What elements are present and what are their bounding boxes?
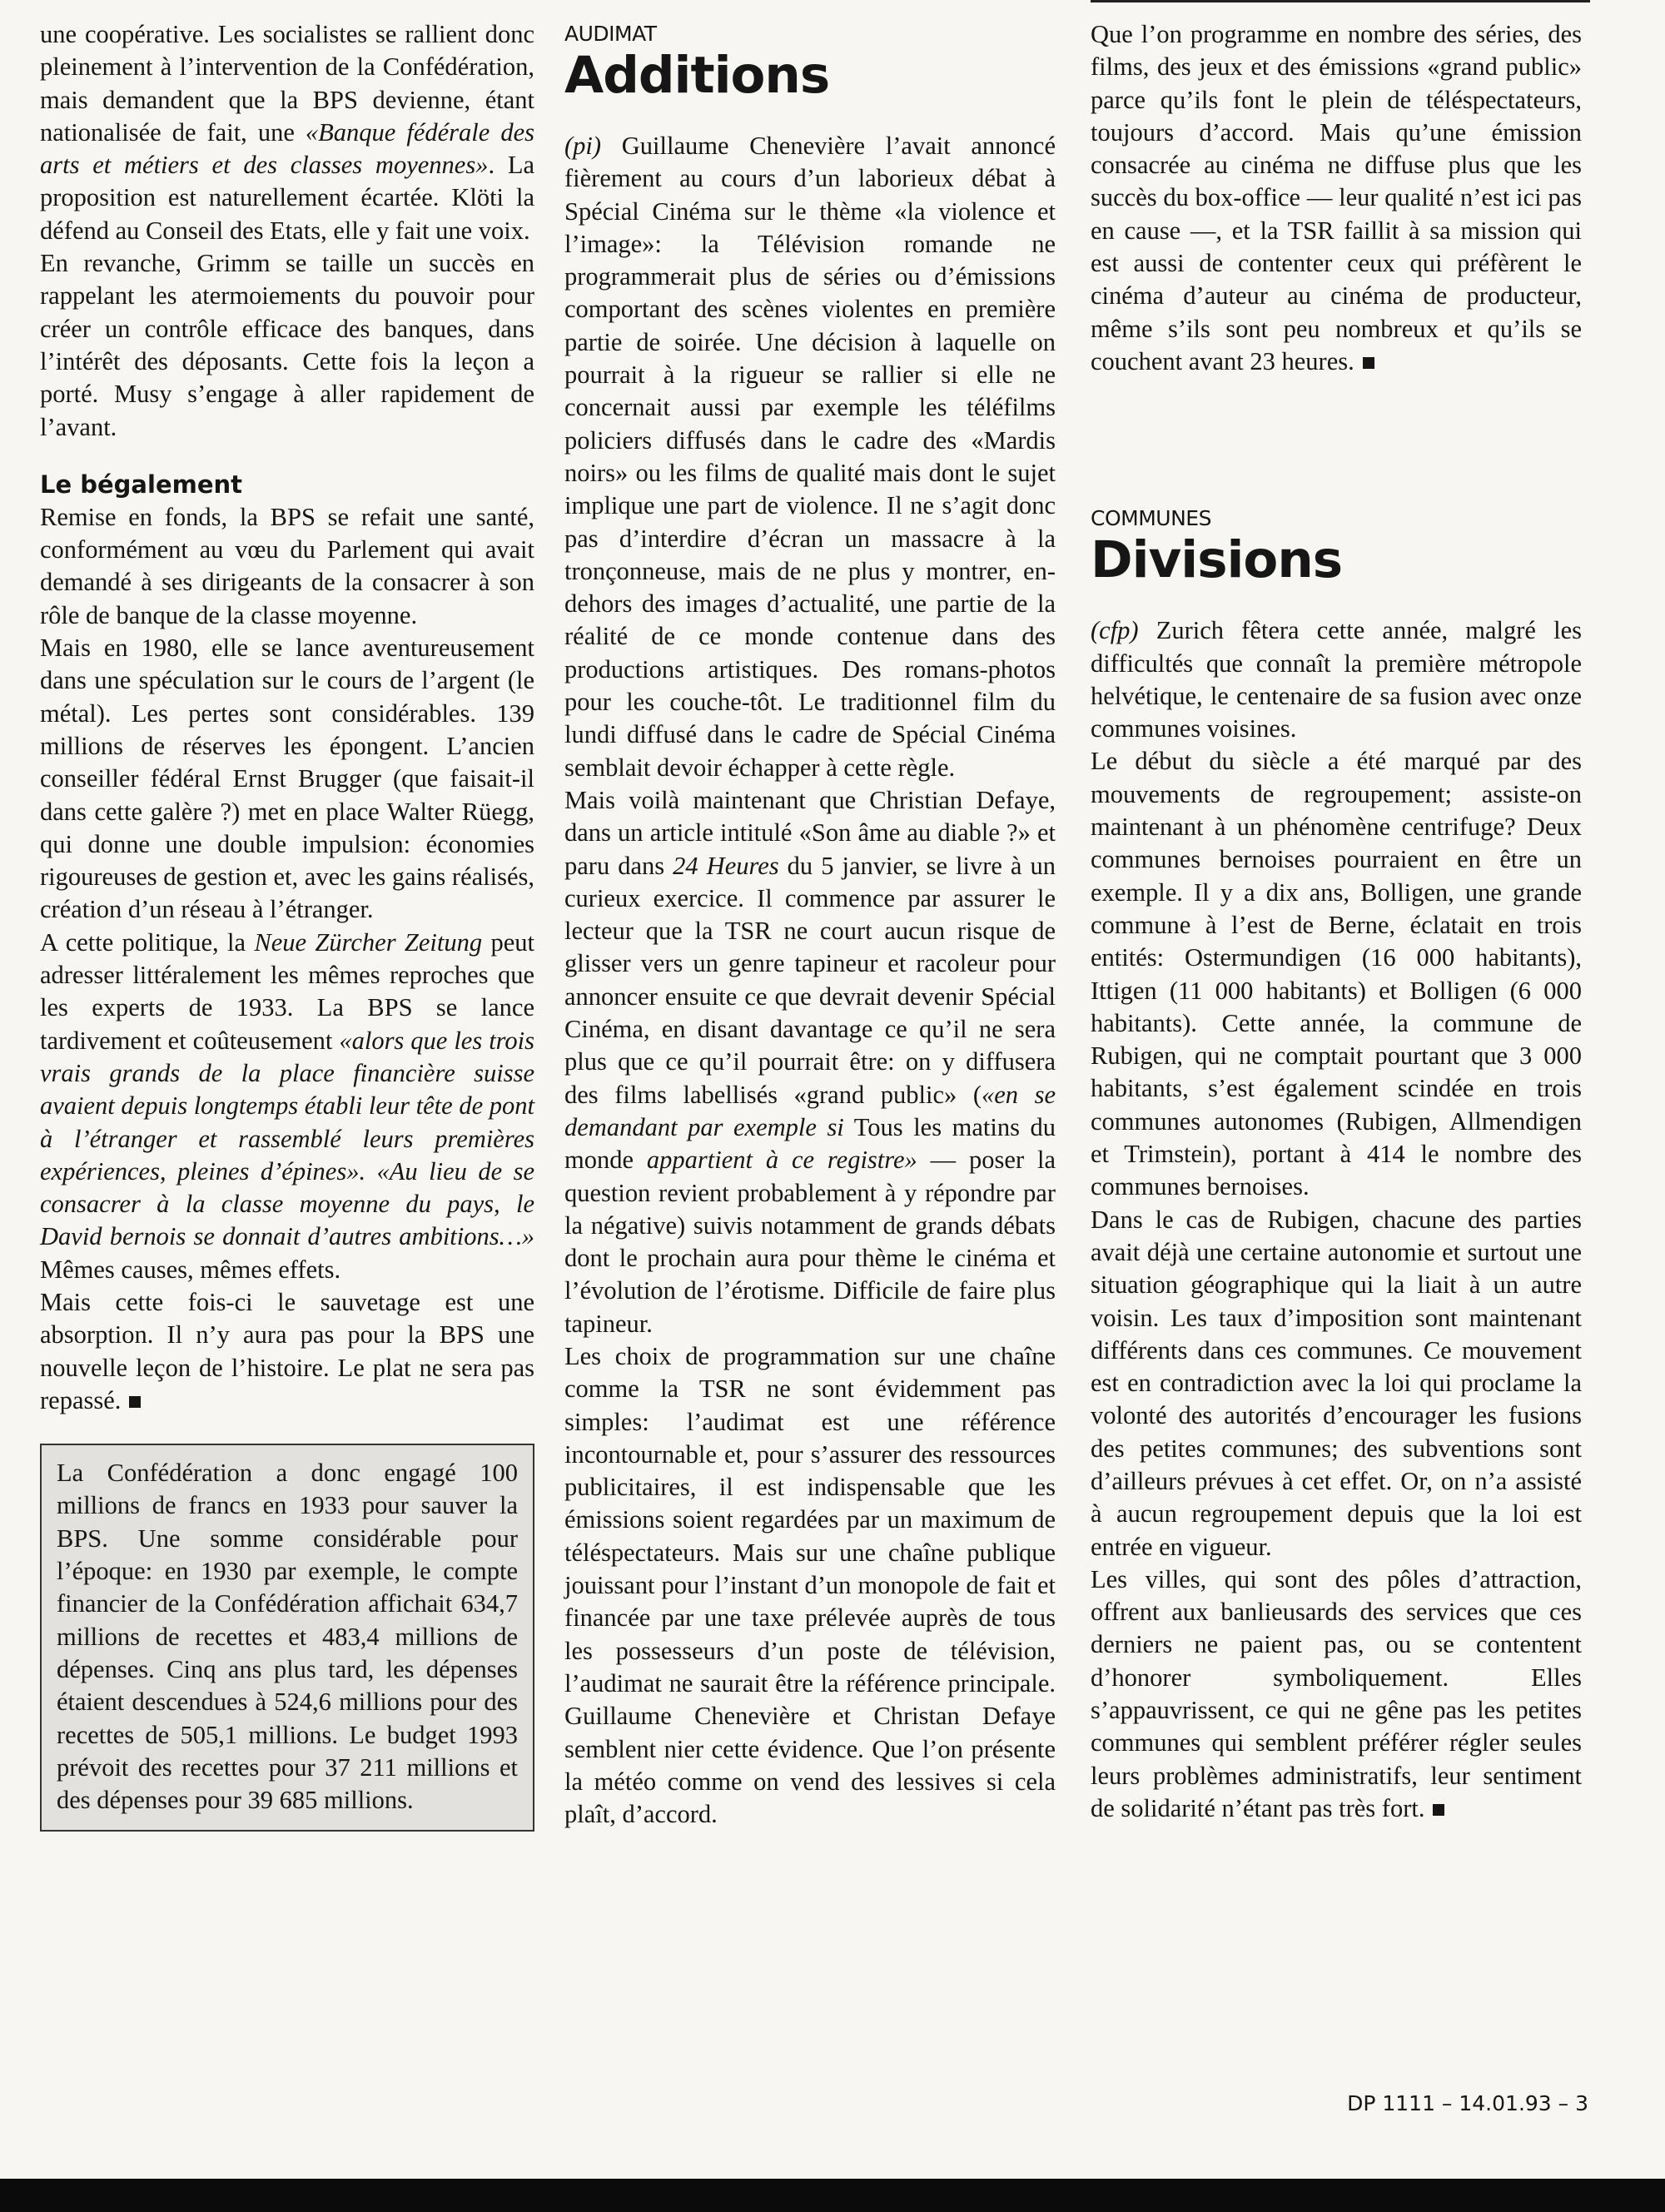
paragraph: Mais cette fois-ci le sauvetage est une absorption. Il n’y aura pas pour la BPS une nouvelle leçon de l’histoire. Le plat ne sera pas repassé. (40, 1287, 534, 1414)
paragraph: A cette politique, la Neue Zürcher Zeitung peut adresser littéralement les mêmes reproches que les experts de 1933. La BPS se lance tardivement et coûteusement «alors que les trois vrais grands de la place financière suisse avaient depuis longtemps établi leur tête de pont à l’étranger et rassemblé leurs premières expériences, pleines d’épines». «Au lieu de se consacrer à la classe moyenne du pays, le David bernois se donnait d’autres ambitions…» Mêmes causes, mêmes effets. (40, 927, 535, 1284)
quote: «Banque fédérale des arts et métiers et des classes moyennes» (40, 117, 534, 180)
paragraph: Les choix de programmation sur une chaîne comme la TSR ne sont évidemment pas simples: l’audimat est une référence incontournable et, pour s’assurer des ressources publicitaires, il est indispensable que les émissions soient regardées par un maximum de téléspectateurs. Mais sur une chaîne publique jouissant pour l’instant d’un monopole de fait et financée par une taxe prélevée auprès de tous les possesseurs d’un poste de télévision, l’audimat ne saurait être la référence principale. Guillaume Chenevière et Christan Defaye semblent nier cette évidence. Que l’on présente la météo comme on vend des lessives si cela plaît, d’accord. (564, 1341, 1056, 1829)
paragraph: En revanche, Grimm se taille un succès en rappelant les atermoiements du pouvoir pour créer un contrôle efficace des banques, dans l’intérêt des déposants. Cette fois la leçon a porté. Musy s’engage à aller rapidement de l’avant. (40, 249, 534, 441)
quote: appartient à ce registre» (646, 1146, 917, 1175)
spacer (1091, 378, 1582, 503)
end-of-article-mark (1433, 1804, 1444, 1816)
article-headline: Additions (564, 46, 830, 105)
paragraph: Remise en fonds, la BPS se refait une santé, conformément au vœu du Parlement qui avait demandé à ses dirigeants de la consacrer à son rôle de banque de la classe moyenne. (40, 502, 534, 629)
author-byline: (pi) (564, 132, 602, 160)
paragraph: Mais en 1980, elle se lance aventureusement dans une spéculation sur le cours de l’argent (le métal). Les pertes sont considérables. 139 millions de réserves les épongent. L’ancien conseiller fédéral Ernst Brugger (que faisait-il dans cette galère ?) met en place Walter Rüegg, qui donne une double impulsion: économies rigoureuses de gestion et, avec les gains réalisés, création d’un réseau à l’étranger. (40, 634, 534, 924)
paragraph: Dans le cas de Rubigen, chacune des parties avait déjà une certaine autonomie et surtout une situation géographique qui la liait à un autre voisin. Les taux d’imposition sont maintenant différents dans ces communes. Ce mouvement est en contradiction avec la loi qui proclame la volonté des autorités d’encourager les fusions des petites communes; des subventions sont d’ailleurs prévues à cet effet. Or, on n’a assisté à aucun regroupement depuis que la loi est entrée en vigueur. (1091, 1205, 1582, 1561)
quote: «en se demandant par exemple si (564, 1080, 1056, 1141)
quote: «alors que les trois vrais grands de la place financière suisse avaient depuis longtemps établi leur tête de pont à l’étranger et rassemblé leurs premières expériences, pleines d’épines». «Au lieu de se consacrer à la classe moyenne du pays, le David bernois se donnait d’autres ambitions…» (40, 1026, 534, 1251)
paragraph: Mais voilà maintenant que Christian Defaye, dans un article intitulé «Son âme au diable ?» et paru dans 24 Heures du 5 janvier, se livre à un curieux exercice. Il commence par assurer le lecteur que la TSR ne court aucun risque de glisser vers un genre tapineur et racoleur pour annoncer ensuite ce que devrait devenir Spécial Cinéma, en disant davantage ce qu’il ne sera plus que ce qu’il pourrait être: on y diffusera des films labellisés «grand public» («en se demandant par exemple si Tous les matins du monde appartient à ce registre» — poser la question revient probablement à y répondre par la négative) suivis notamment de grands débats dont le prochain aura pour thème le cinéma et l’évolution de l’érotisme. Difficile de faire plus tapineur. (564, 785, 1056, 1338)
paragraph: (cfp) Zurich fêtera cette année, malgré les difficultés que connaît la première métropole helvétique, le centenaire de sa fusion avec onze communes voisines. (1091, 616, 1582, 743)
paragraph: une coopérative. Les socialistes se rallient donc pleinement à l’intervention de la Confédération, mais demandent que la BPS devienne, étant nationalisée de fait, une «Banque fédérale des arts et métiers et des classes moyennes». La proposition est naturellement écartée. Klöti la défend au Conseil des Etats, elle y fait une voix. (40, 20, 534, 245)
section-subhead: Le bégalement (40, 470, 243, 499)
end-of-article-mark (129, 1396, 141, 1408)
scan-edge-bar (0, 2179, 1665, 2212)
top-rule (1091, 0, 1590, 2)
newspaper-title: Neue Zürcher Zeitung (254, 927, 483, 957)
paragraph: Que l’on programme en nombre des séries, des films, des jeux et des émissions «grand public» parce qu’ils font le plein de téléspectateurs, toujours d’accord. Mais qu’une émission consacrée au cinéma ne diffuse plus que les succès du box-office — leur qualité n’est ici pas en cause —, et la TSR faillit à sa mission qui est aussi de contenter ceux qui préfèrent le cinéma d’auteur au cinéma de producteur, même s’ils sont peu nombreux et qu’ils se couchent avant 23 heures. (1091, 20, 1582, 375)
column-1 (40, 18, 534, 1832)
column-2 (564, 18, 1056, 1831)
paragraph: (pi) Guillaume Chenevière l’avait annoncé fièrement au cours d’un laborieux débat à Spécial Cinéma sur le thème «la violence et l’image»: la Télévision romande ne programmerait plus de séries ou d’émissions comportant des scènes violentes en première partie de soirée. Une décision à laquelle on pourrait à la rigueur se rallier si elle ne concernait aussi par exemple les téléfilms policiers diffusés dans le cadre des «Mardis noirs» ou les films de qualité mais dont le sujet implique une part de violence. Il ne s’agit donc pas d’interdire d’écran un massacre à la tronçonneuse, mais de ne plus y montrer, en-dehors des images d’actualité, une partie de la réalité de ce monde contenue dans des productions artistiques. Des romans-photos pour les couche-tôt. Le traditionnel film du lundi diffusé dans le cadre de Spécial Cinéma semblait devoir échapper à cette règle. (564, 132, 1056, 782)
page-folio: DP 1111 – 14.01.93 – 3 (1347, 2091, 1588, 2115)
paragraph: Le début du siècle a été marqué par des mouvements de regroupement; assiste-on maintenant à un phénomène centrifuge? Deux communes bernoises pourraient en être un exemple. Il y a dix ans, Bolligen, une grande commune à l’est de Berne, éclatait en trois entités: Ostermundigen (16 000 habitants), Ittigen (11 000 habitants) et Bolligen (6 000 habitants). Cette année, la commune de Rubigen, qui ne comptait pourtant que 3 000 habitants, s’est également scindée en trois communes autonomes (Rubigen, Allmendigen et Trimstein), portant à 414 le nombre des communes bernoises. (1091, 747, 1582, 1201)
article-headline: Divisions (1091, 530, 1343, 590)
newspaper-title: 24 Heures (673, 851, 779, 880)
section-kicker: AUDIMAT (564, 22, 657, 46)
column-3 (1091, 18, 1582, 1825)
paragraph: Les villes, qui sont des pôles d’attraction, offrent aux banlieusards des services que ces derniers ne paient pas, ou se contentent d’honorer symboliquement. Elles s’appauvrissent, ce qui ne gêne pas les petites communes qui semblent préférer régler seules leurs problèmes administratifs, leur sentiment de solidarité n’étant pas très fort. (1091, 1564, 1582, 1822)
author-byline: (cfp) (1091, 616, 1139, 645)
end-of-article-mark (1363, 357, 1374, 369)
info-box: La Confédération a donc engagé 100 millions de francs en 1933 pour sauver la BPS. Une somme considérable pour l’époque: en 1930 par exemple, le compte financier de la Confédération affichait 634,7 millions de recettes et 483,4 millions de dépenses. Cinq ans plus tard, les dépenses étaient descendues à 524,6 millions pour des recettes de 505,1 millions. Le budget 1993 prévoit des recettes pour 37 211 millions et des dépenses pour 39 685 millions. (40, 1444, 534, 1832)
section-kicker: COMMUNES (1091, 506, 1211, 531)
